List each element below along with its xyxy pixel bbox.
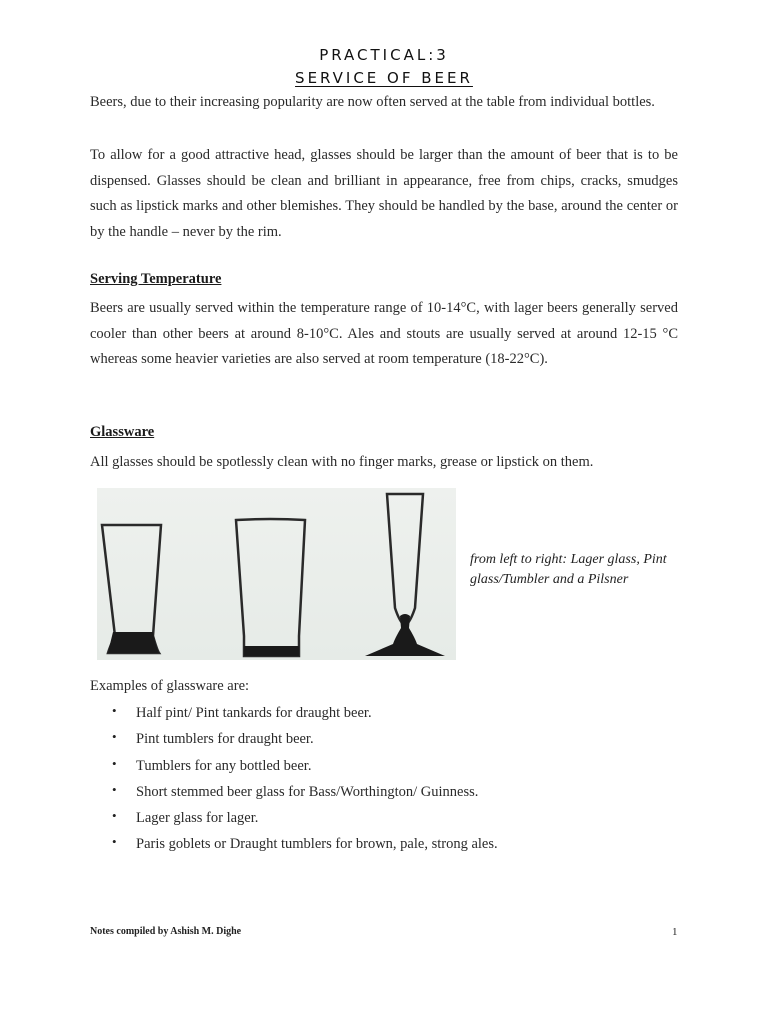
lager-glass-image — [102, 525, 161, 653]
serving-temperature-heading: Serving Temperature — [90, 271, 222, 287]
glassware-examples-list — [112, 700, 498, 858]
photo-caption: from left to right: Lager glass, Pint glass/Tumbler and a Pilsner — [470, 552, 667, 587]
list-item: • Pint tumblers for draught beer. — [112, 726, 498, 752]
practical-number-title: PRACTICAL:3 — [319, 46, 449, 64]
list-item: • Lager glass for lager. — [112, 805, 498, 831]
list-item: • Half pint/ Pint tankards for draught beer. — [112, 700, 498, 726]
page-number: 1 — [672, 926, 678, 938]
glassware-heading: Glassware — [90, 424, 155, 440]
glassware-photo — [97, 488, 456, 660]
intro-paragraph-1: Beers, due to their increasing popularity are now often served at the table from individual bottles. — [90, 94, 655, 110]
footer-credit: Notes compiled by Ashish M. Dighe — [90, 926, 242, 937]
list-item: • Short stemmed beer glass for Bass/Worthington/ Guinness. — [112, 779, 498, 805]
list-item: • Paris goblets or Draught tumblers for brown, pale, strong ales. — [112, 831, 498, 857]
pilsner-glass-image — [365, 494, 445, 656]
page-title: SERVICE OF BEER — [295, 69, 473, 87]
glassware-paragraph: All glasses should be spotlessly clean with no finger marks, grease or lipstick on them. — [90, 454, 594, 470]
pint-glass-image — [236, 519, 305, 656]
list-item: • Tumblers for any bottled beer. — [112, 753, 498, 779]
examples-label: Examples of glassware are: — [90, 678, 250, 694]
serving-temperature-paragraph: Beers are usually served within the temperature range of 10-14°C, with lager beers generally served cooler than other beers at around 8-10°C. Ales and stouts are usually served at around 12-15 °C whereas some heavier varieties are also served at room temperature (18-22°C). — [90, 300, 678, 367]
intro-paragraph-2: To allow for a good attractive head, glasses should be larger than the amount of beer that is to be dispensed. Glasses should be clean and brilliant in appearance, free from chips, cracks, smudges such as lipstick marks and other blemishes. They should be handled by the base, around the center or by the handle – never by the rim. — [90, 147, 678, 240]
